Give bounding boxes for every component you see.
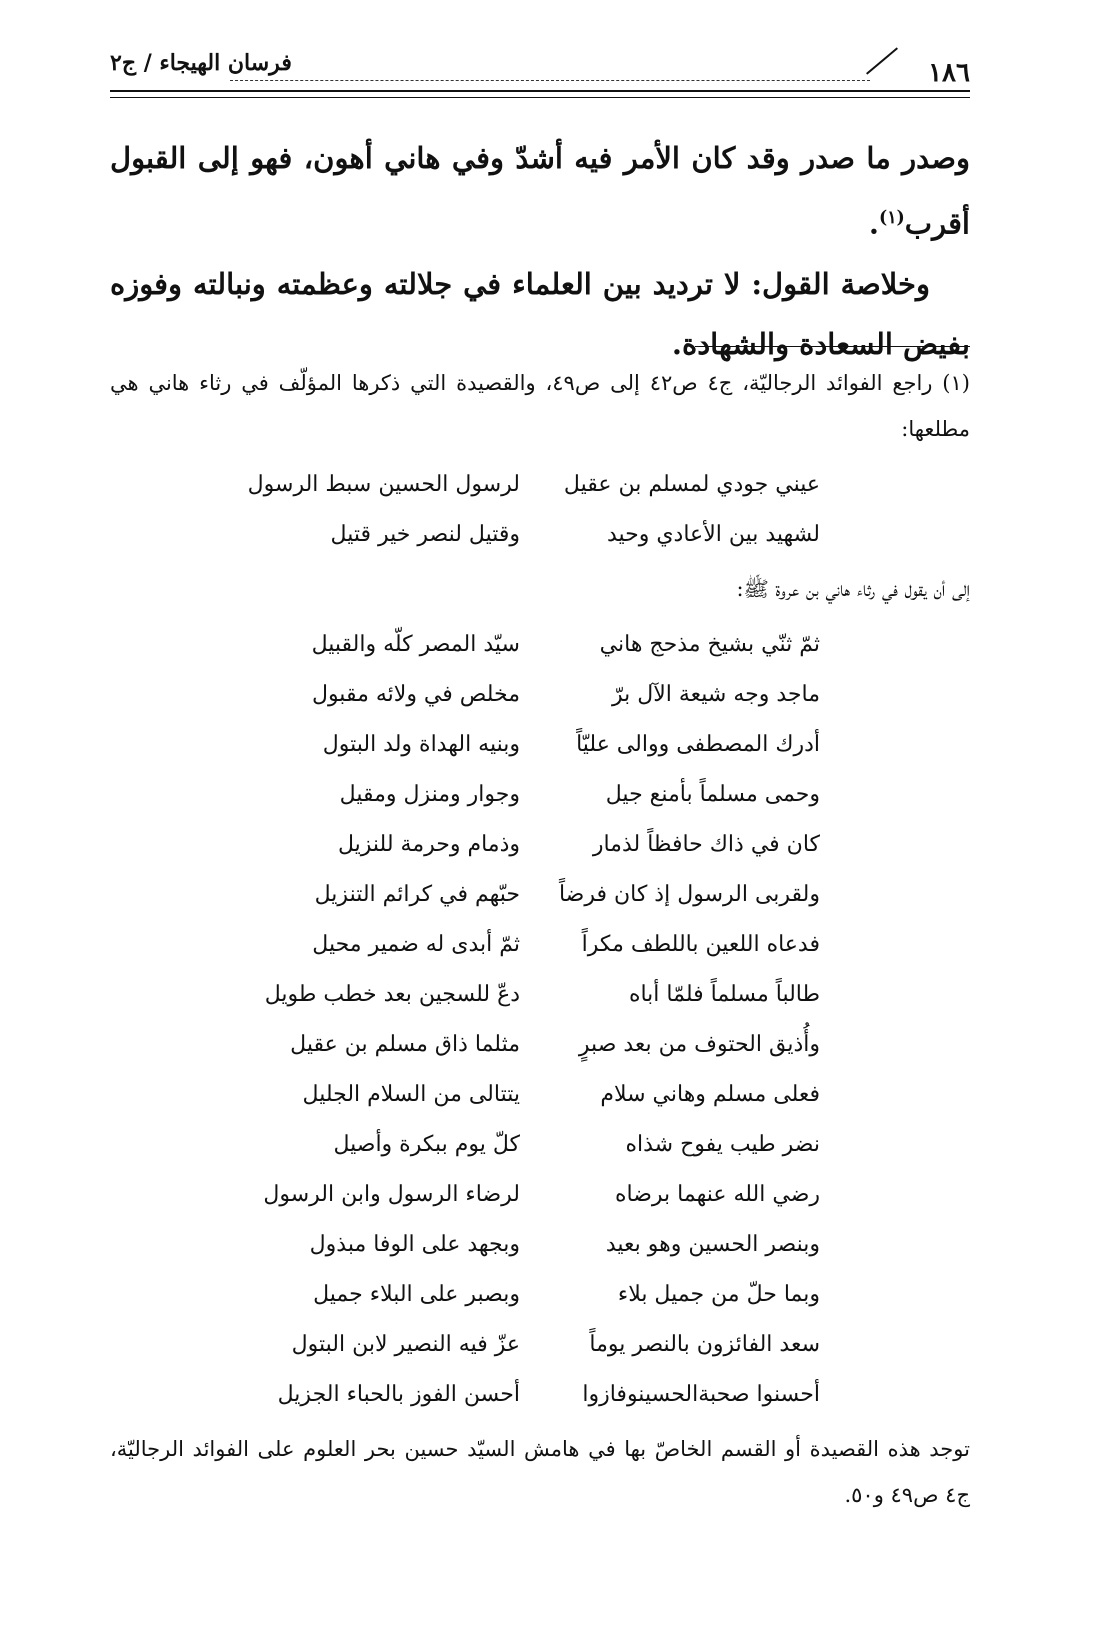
verse <box>110 1170 970 1220</box>
paragraph-2: وخلاصة القول: لا ترديد بين العلماء في جلالته وعظمته ونبالته وفوزه بفيض السعادة والشهادة. <box>110 266 970 361</box>
verse-second-hemistich: ثمّ أبدى له ضمير محيل <box>312 932 520 957</box>
verse-first-hemistich: نضر طيب يفوح شذاه <box>625 1132 820 1157</box>
verse <box>110 970 970 1020</box>
verse-first-hemistich: كان في ذاك حافظاً لذمار <box>592 832 820 857</box>
verse-second-hemistich: مخلص في ولائه مقبول <box>311 682 520 707</box>
verse <box>110 1320 970 1370</box>
verse <box>110 870 970 920</box>
footnote-separator <box>695 346 970 347</box>
verse <box>110 770 970 820</box>
verse-first-hemistich: عيني جودي لمسلم بن عقيل <box>563 472 820 497</box>
verse <box>110 1070 970 1120</box>
page-number: ١٨٦ <box>928 58 970 88</box>
footnote <box>110 360 970 1518</box>
verse <box>110 1270 970 1320</box>
verse-first-hemistich: ماجد وجه شيعة الآل برّ <box>611 682 820 707</box>
verse-first-hemistich: طالباً مسلماً فلمّا أباه <box>628 982 820 1007</box>
verse <box>110 1120 970 1170</box>
verse-first-hemistich: أحسنوا صحبةالحسينوفازوا <box>582 1382 820 1407</box>
verse <box>110 1020 970 1070</box>
running-title: فرسان الهيجاء / ج٢ <box>110 50 292 76</box>
footnote-ref[interactable]: (١) <box>878 208 905 228</box>
verse-first-hemistich: فدعاه اللعين باللطف مكراً <box>581 932 820 957</box>
verse-first-hemistich: لشهيد بين الأعادي وحيد <box>606 522 820 547</box>
verse-first-hemistich: أدرك المصطفى ووالى عليّاً <box>576 732 820 757</box>
header-dashed-line <box>230 80 870 81</box>
verse <box>110 720 970 770</box>
verse-second-hemistich: كلّ يوم ببكرة وأصيل <box>333 1132 520 1157</box>
verse <box>110 1220 970 1270</box>
verse <box>110 1370 970 1420</box>
verse-second-hemistich: وبنيه الهداة ولد البتول <box>322 732 520 757</box>
verse-first-hemistich: فعلى مسلم وهاني سلام <box>600 1082 820 1107</box>
verse-second-hemistich: يتتالى من السلام الجليل <box>302 1082 520 1107</box>
verse-second-hemistich: وقتيل لنصر خير قتيل <box>330 522 520 547</box>
verse-second-hemistich: وجوار ومنزل ومقيل <box>339 782 520 807</box>
verse-second-hemistich: دعّ للسجين بعد خطب طويل <box>264 982 520 1007</box>
elegy-verses <box>110 620 970 1420</box>
verse-first-hemistich: وحمى مسلماً بأمنع جيل <box>605 782 820 807</box>
verse <box>110 620 970 670</box>
verse-second-hemistich: لرضاء الرسول وابن الرسول <box>263 1182 520 1207</box>
verse-second-hemistich: لرسول الحسين سبط الرسول <box>247 472 520 497</box>
verse-first-hemistich: رضي الله عنهما برضاه <box>614 1182 820 1207</box>
verse-second-hemistich: عزّ فيه النصير لابن البتول <box>291 1332 520 1357</box>
footnote-closing: توجد هذه القصيدة أو القسم الخاصّ بها في هامش السيّد حسين بحر العلوم على الفوائد الرجاليّة، ج٤ ص٤٩ و٥٠. <box>110 1437 970 1507</box>
verse <box>110 670 970 720</box>
footnote-intro: (١) راجع الفوائد الرجاليّة، ج٤ ص٤٢ إلى ص٤٩، والقصيدة التي ذكرها المؤلّف في رثاء هاني هي مطلعها: <box>110 371 970 441</box>
verse-second-hemistich: وبصبر على البلاء جميل <box>313 1282 520 1307</box>
verse-second-hemistich: سيّد المصر كلّه والقبيل <box>311 632 520 657</box>
verse <box>110 820 970 870</box>
verse <box>110 460 970 510</box>
verse-second-hemistich: وذمام وحرمة للنزيل <box>337 832 520 857</box>
verse-first-hemistich: وبنصر الحسين وهو بعيد <box>605 1232 820 1257</box>
verse-second-hemistich: مثلما ذاق مسلم بن عقيل <box>290 1032 520 1057</box>
verse-first-hemistich: وأُذيق الحتوف من بعد صبرٍ <box>578 1032 820 1057</box>
page-header <box>110 42 970 94</box>
verse-second-hemistich: حبّهم في كرائم التنزيل <box>314 882 520 907</box>
paragraph-1: وصدر ما صدر وقد كان الأمر فيه أشدّ وفي هاني أهون، فهو إلى القبول أقرب$^{(١)}$. <box>110 141 970 241</box>
verse <box>110 510 970 560</box>
verse-first-hemistich: ثمّ ثنّي بشيخ مذحج هاني <box>599 632 820 657</box>
main-text <box>110 128 970 374</box>
verse-second-hemistich: أحسن الفوز بالحباء الجزيل <box>277 1382 520 1407</box>
verse-first-hemistich: ولقربى الرسول إذ كان فرضاً <box>558 882 820 907</box>
verse-first-hemistich: وبما حلّ من جميل بلاء <box>617 1282 820 1307</box>
header-rule-thin <box>110 97 970 98</box>
verse-first-hemistich: سعد الفائزون بالنصر يوماً <box>589 1332 820 1357</box>
opening-verses <box>110 460 970 560</box>
header-rule-thick <box>110 90 970 92</box>
verse-second-hemistich: وبجهد على الوفا مبذول <box>309 1232 520 1257</box>
footnote-transition: إلى أن يقول في رثاء هاني بن عروة ﷺ: <box>736 577 970 601</box>
verse <box>110 920 970 970</box>
